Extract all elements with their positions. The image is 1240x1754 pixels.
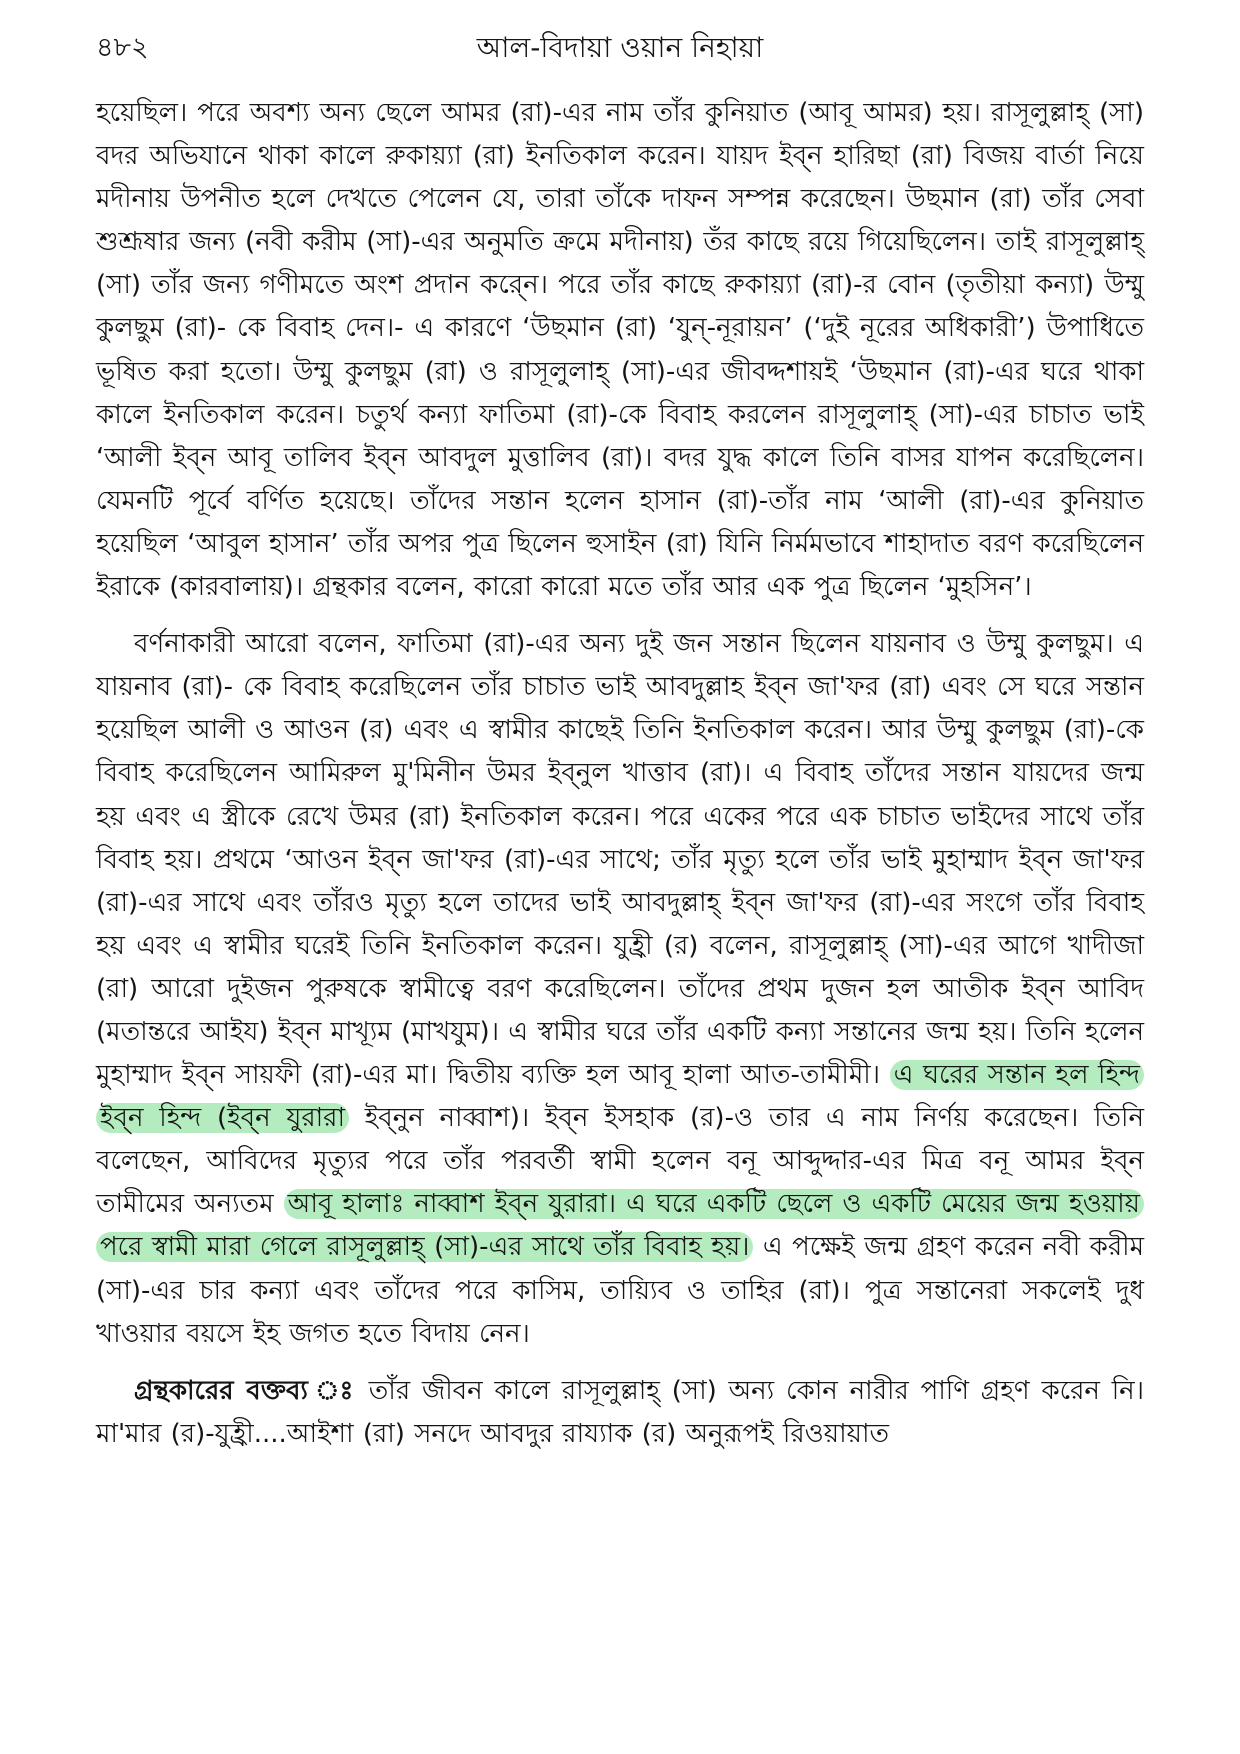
- paragraph-2: [96, 623, 1144, 1356]
- body-text: [96, 92, 1144, 1456]
- paragraph-1-text: হয়েছিল। পরে অবশ্য অন্য ছেলে আমর (রা)-এর নাম তাঁর কুনিয়াত (আবূ আমর) হয়। রাসূলুল্লাহ্ (সা) বদর অভিযানে থাকা কালে রুকায়্যা (রা) ইনতিকাল করেন। যায়দ ইব্ন হারিছা (রা) বিজয় বার্তা নিয়ে মদীনায় উপনীত হলে দেখতে পেলেন যে, তারা তাঁকে দাফন সম্পন্ন করেছেন। উছমান (রা) তাঁর সেবা শুশ্রূষার জন্য (নবী করীম (সা)-এর অনুমতি ক্রমে মদীনায়) তঁর কাছে রয়ে গিয়েছিলেন। তাই রাসূলুল্লাহ্ (সা) তাঁর জন্য গণীমতে অংশ প্রদান করে্ন। পরে তাঁর কাছে রুকায়্যা (রা)-র বোন (তৃতীয়া কন্যা) উম্মু কুলছুম (রা)- কে বিবাহ দেন।- এ কারণে ‘উছমান (রা) ‘যুন্-নূরায়ন’ (‘দুই নূরের অধিকারী’) উপাধিতে ভূষিত করা হতো। উম্মু কুলছুম (রা) ও রাসূলুলাহ্ (সা)-এর জীবদ্দশায়ই ‘উছমান (রা)-এর ঘরে থাকা কালে ইনতিকাল করেন। চতুর্থ কন্যা ফাতিমা (রা)-কে বিবাহ করলেন রাসূলুলাহ্ (সা)-এর চাচাত ভাই ‘আলী ইব্ন আবূ তালিব ইব্ন আবদুল মুত্তালিব (রা)। বদর যুদ্ধ কালে তিনি বাসর যাপন করেছিলেন। যেমনটি পূর্বে বর্ণিত হয়েছে। তাঁদের সন্তান হলেন হাসান (রা)-তাঁর নাম ‘আলী (রা)-এর কুনিয়াত হয়েছিল ‘আবুল হাসান’ তাঁর অপর পুত্র ছিলেন হুসাইন (রা) যিনি নির্মমভাবে শাহাদাত বরণ করেছিলেন ইরাকে (কারবালায়)। গ্রন্থকার বলেন, কারো কারো মতে তাঁর আর এক পুত্র ছিলেন ‘মুহসিন’।: [96, 98, 1144, 603]
- highlighted-passage-1: এ ঘরের সন্তান হল হিন্দ ইব্ন হিন্দ (ইব্ন যুরারা: [96, 1060, 1144, 1133]
- paragraph-2-part-3: এ পক্ষেই জন্ম গ্রহণ করেন নবী করীম (সা)-এর চার কন্যা এবং তাঁদের পরে কাসিম, তায়্যিব ও তাহির (রা)। পুত্র সন্তানেরা সকলেই দুধ খাওয়ার বয়সে ইহ জগত হতে বিদায় নেন।: [96, 1232, 1145, 1349]
- page-number: ৪৮২: [96, 32, 149, 63]
- paragraph-3-text: তাঁর জীবন কালে রাসূলুল্লাহ্ (সা) অন্য কোন নারীর পাণি গ্রহণ করেন নি। মা'মার (র)-যুহ্রী....আইশা (রা) সনদে আবদুর রায্যাক (র) অনুরূপই রিওয়ায়াত: [96, 1375, 1144, 1449]
- author-statement-lead: গ্রন্থকারের বক্তব্য ঃ: [134, 1375, 357, 1406]
- page-header: [96, 26, 1144, 70]
- paragraph-2-part-1: বর্ণনাকারী আরো বলেন, ফাতিমা (রা)-এর অন্য দুই জন সন্তান ছিলেন যায়নাব ও উম্মু কুলছুম। এ যায়নাব (রা)- কে বিবাহ করেছিলেন তাঁর চাচাত ভাই আবদুল্লাহ ইব্ন জা'ফর (রা) এবং সে ঘরে সন্তান হয়েছিল আলী ও আওন (র) এবং এ স্বামীর কাছেই তিনি ইনতিকাল করেন। আর উম্মু কুলছুম (রা)-কে বিবাহ করেছিলেন আমিরুল মু'মিনীন উমর ইব্নুল খাত্তাব (রা)। এ বিবাহ তাঁদের সন্তান যায়দের জন্ম হয় এবং এ স্ত্রীকে রেখে উমর (রা) ইনতিকাল করেন। পরে একের পরে এক চাচাত ভাইদের সাথে তাঁর বিবাহ হয়। প্রথমে ‘আওন ইব্ন জা'ফর (রা)-এর সাথে; তাঁর মৃত্যু হলে তাঁর ভাই মুহাম্মাদ ইব্ন জা'ফর (রা)-এর সাথে এবং তাঁরও মৃত্যু হলে তাদের ভাই আবদুল্লাহ্ ইব্ন জা'ফর (রা)-এর সংগে তাঁর বিবাহ হয় এবং এ স্বামীর ঘরেই তিনি ইনতিকাল করেন। যুহ্রী (র) বলেন, রাসূলুল্লাহ্ (সা)-এর আগে খাদীজা (রা) আরো দুইজন পুরুষকে স্বামীত্বে বরণ করেছিলেন। তাঁদের প্রথম দুজন হল আতীক ইব্ন আবিদ (মতান্তরে আইয) ইব্ন মাখ্যূম (মাখযুম)। এ স্বামীর ঘরে তাঁর একটি কন্যা সন্তানের জন্ম হয়। তিনি হলেন মুহাম্মাদ ইব্ন সায়ফী (রা)-এর মা। দ্বিতীয় ব্যক্তি হল আবূ হালা আত-তামীমী।: [96, 629, 1144, 1091]
- highlighted-passage-2: আবূ হালাঃ নাব্বাশ ইব্ন যুরারা। এ ঘরে একটি ছেলে ও একটি মেয়ের জন্ম হওয়ায় পরে স্বামী মারা গেলে রাসূলুল্লাহ্ (সা)-এর সাথে তাঁর বিবাহ হয়।: [96, 1189, 1144, 1262]
- paragraph-1: [96, 92, 1144, 609]
- running-title: আল-বিদায়া ওয়ান নিহায়া: [476, 31, 764, 64]
- paragraph-2-part-2: ইব্নুন নাব্বাশ)। ইব্ন ইসহাক (র)-ও তার এ নাম নির্ণয় করেছেন। তিনি বলেছেন, আবিদের মৃত্যুর পরে তাঁর পরবর্তী স্বামী হলেন বনূ আব্দুদ্দার-এর মিত্র বনূ আমর ইব্ন তামীমের অন্যতম: [96, 1103, 1144, 1220]
- paragraph-3: [96, 1370, 1144, 1456]
